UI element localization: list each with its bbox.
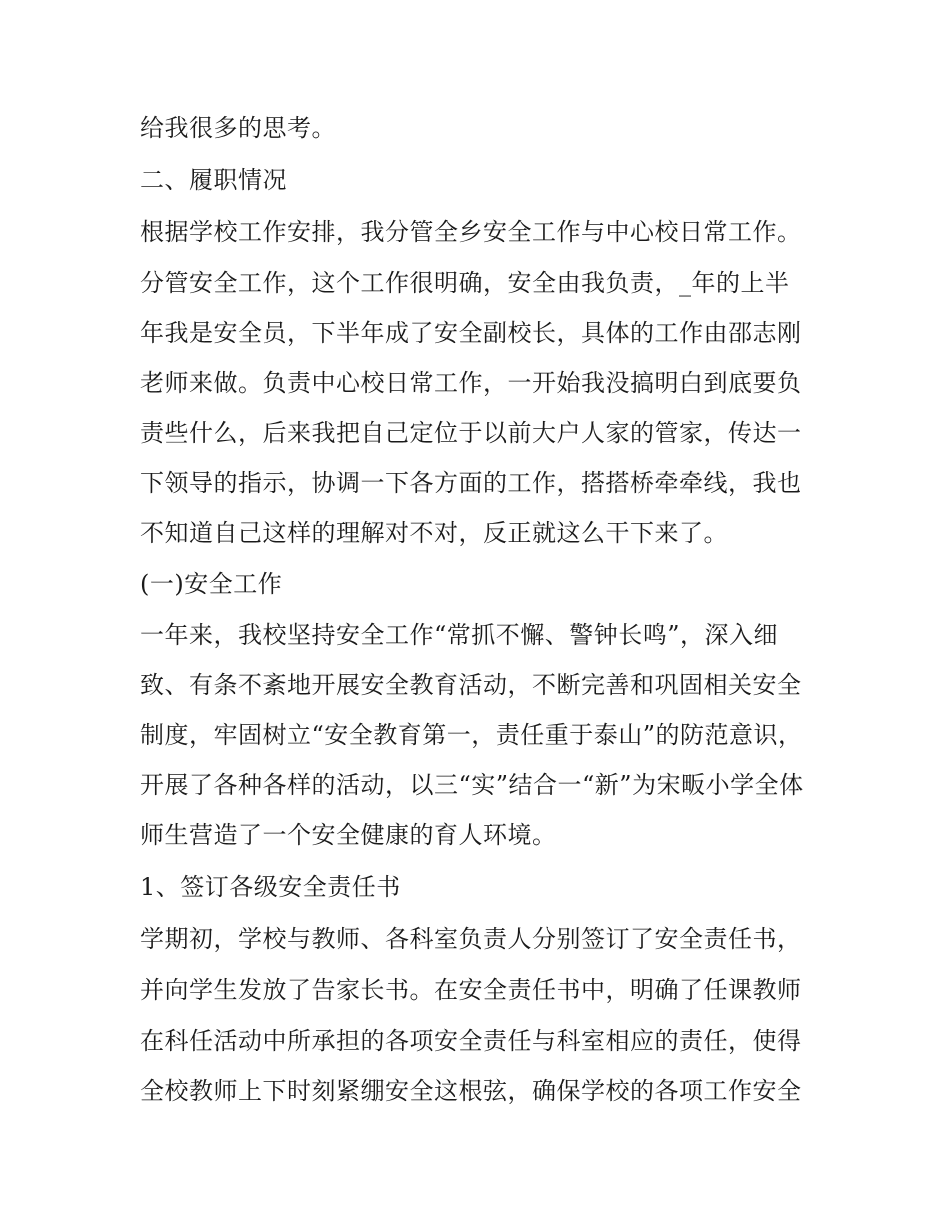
paragraph-line: 年我是安全员，下半年成了安全副校长，具体的工作由邵志刚: [140, 319, 802, 347]
paragraph-line: 制度，牢固树立“安全教育第一，责任重于泰山”的防范意识，: [140, 721, 803, 749]
paragraph-line: 责些什么，后来我把自己定位于以前大户人家的管家，传达一: [140, 419, 802, 447]
paragraph-line: 学期初，学校与教师、各科室负责人分别签订了安全责任书，: [140, 925, 802, 953]
paragraph-line: 在科任活动中所承担的各项安全责任与科室相应的责任，使得: [140, 1027, 802, 1055]
paragraph-line: 不知道自己这样的理解对不对，反正就这么干下来了。: [140, 519, 728, 547]
paragraph-line: 全校教师上下时刻紧绷安全这根弦，确保学校的各项工作安全: [140, 1077, 802, 1105]
paragraph-line: 给我很多的思考。: [140, 114, 336, 142]
paragraph-line: 并向学生发放了告家长书。在安全责任书中，明确了任课教师: [140, 976, 802, 1004]
paragraph-line: 一年来，我校坚持安全工作“常抓不懈、警钟长鸣”，深入细: [140, 621, 779, 649]
subsection-heading: (一)安全工作: [140, 570, 283, 598]
paragraph-line: 分管安全工作，这个工作很明确，安全由我负责，_年的上半: [140, 269, 790, 297]
paragraph-line: 下领导的指示，协调一下各方面的工作，搭搭桥牵牵线，我也: [140, 469, 802, 497]
paragraph-line: 老师来做。负责中心校日常工作，一开始我没搞明白到底要负: [140, 369, 802, 397]
paragraph-line: 开展了各种各样的活动，以三“实”结合一“新”为宋畈小学全体: [140, 771, 804, 799]
paragraph-line: 根据学校工作安排，我分管全乡安全工作与中心校日常工作。: [140, 218, 802, 246]
item-heading: 1、签订各级安全责任书: [140, 873, 401, 901]
paragraph-line: 致、有条不紊地开展安全教育活动，不断完善和巩固相关安全: [140, 671, 802, 699]
section-heading: 二、履职情况: [140, 166, 287, 194]
paragraph-line: 师生营造了一个安全健康的育人环境。: [140, 821, 557, 849]
